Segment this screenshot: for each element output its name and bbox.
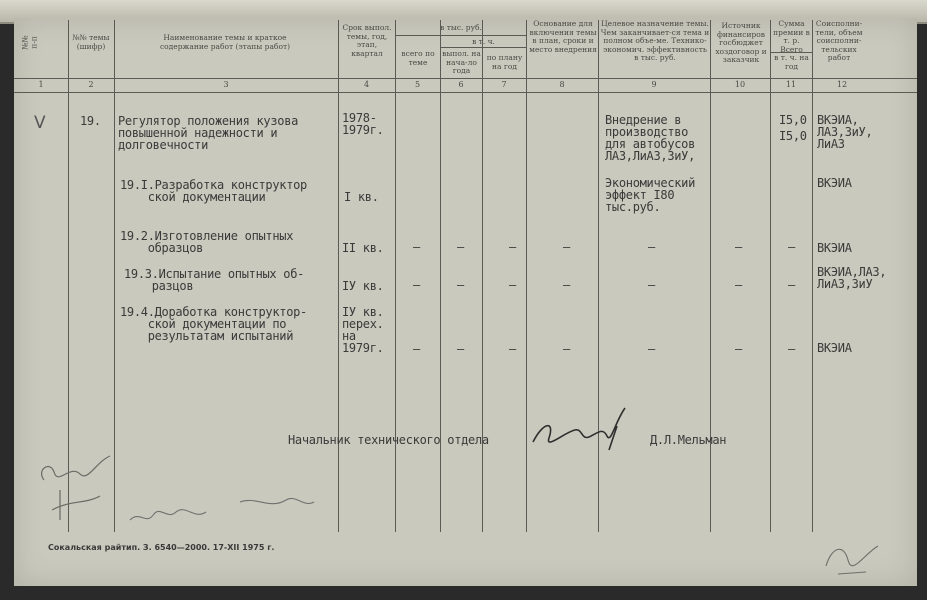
col-number: 2 — [88, 80, 94, 89]
header-line — [14, 78, 917, 79]
dash: – — [788, 342, 796, 356]
main-coexec: ВКЭИА, — [817, 113, 859, 127]
s3-title: разцов — [124, 279, 194, 293]
main-term: 1979г. — [342, 123, 384, 137]
col-line — [338, 20, 339, 532]
col-number: 5 — [414, 80, 421, 89]
header-line — [14, 92, 917, 93]
main-coexec: ЛиАЗ — [817, 137, 845, 151]
dash: – — [735, 342, 743, 356]
margin-scribble — [30, 450, 120, 530]
header-col11b: в т. ч. на год — [774, 53, 809, 71]
col-line — [770, 20, 771, 532]
col-number: 6 — [458, 80, 464, 89]
s2-title: образцов — [120, 241, 204, 255]
s4-term: на — [342, 329, 356, 343]
main-purpose: Внедрение в — [605, 113, 682, 127]
s1-coexec: ВКЭИА — [817, 176, 852, 190]
header-col11: Сумма премии в т. р. Всего — [773, 19, 810, 54]
header-col1: №№ п-п — [20, 35, 38, 50]
header-incl: в т. ч. — [472, 37, 495, 46]
col-number: 3 — [223, 80, 229, 89]
s4-term: IУ кв. — [342, 305, 384, 319]
col-number: 11 — [785, 80, 797, 89]
main-number: 19. — [80, 114, 101, 128]
s4-title: ской документации по — [120, 317, 287, 331]
header-col2: №№ темы (шифр) — [72, 33, 110, 51]
dash: – — [735, 240, 743, 254]
main-purpose: для автобусов — [605, 137, 696, 151]
signature-position: Начальник технического отдела — [288, 433, 489, 447]
s1-title: ской документации — [120, 190, 266, 204]
col-number: 12 — [836, 80, 848, 89]
s1-purpose: эффект I80 — [605, 188, 675, 202]
dash: – — [509, 342, 517, 356]
s4-term: 1979г. — [342, 341, 384, 355]
dash: – — [788, 240, 796, 254]
s4-term: перех. — [342, 317, 384, 331]
col-number: 9 — [651, 80, 657, 89]
s4-coexec: ВКЭИА — [817, 341, 852, 355]
dash: – — [457, 240, 465, 254]
main-purpose: производство — [605, 125, 689, 139]
dash: – — [563, 278, 571, 292]
s1-title: 19.I.Разработка конструктор — [120, 178, 307, 192]
col-line — [395, 20, 396, 532]
header-col8: Основание для включения темы в план, сроки и место внедрения — [529, 19, 597, 54]
header-col5: всего по теме — [401, 49, 435, 67]
main-premium: I5,0 — [779, 113, 807, 127]
header-col4: Срок выпол. темы, год, этап, квартал — [342, 23, 392, 58]
s1-purpose: тыс.руб. — [605, 200, 661, 214]
s1-purpose: Экономический — [605, 176, 696, 190]
main-purpose: ЛАЗ,ЛиАЗ,ЗиУ, — [605, 149, 696, 163]
handwritten-signature — [525, 402, 635, 462]
cost-subline — [395, 35, 526, 36]
s4-title: результатам испытаний — [120, 329, 294, 343]
main-title-line: долговечности — [118, 138, 209, 152]
dash: – — [413, 278, 421, 292]
s2-term: II кв. — [342, 241, 384, 255]
dash: – — [563, 342, 571, 356]
s3-coexec: ВКЭИА,ЛАЗ, — [817, 265, 887, 279]
check-mark: V — [34, 113, 46, 133]
dash: – — [509, 240, 517, 254]
dash: – — [788, 278, 796, 292]
header-col3: Наименование темы и краткое содержание работ (этапы работ) — [159, 33, 291, 51]
main-title-line: Регулятор положения кузова — [118, 114, 299, 128]
s2-title: 19.2.Изготовление опытных — [120, 229, 294, 243]
s3-title: 19.3.Испытание опытных об- — [124, 267, 305, 281]
col-number: 8 — [559, 80, 565, 89]
header-cost: в тыс. руб. — [440, 23, 482, 32]
incl-subline — [440, 47, 526, 48]
col-line — [482, 20, 483, 532]
dash: – — [648, 240, 656, 254]
col-number: 7 — [501, 80, 507, 89]
print-footer: Сокальская райтип. З. 6540—2000. 17-XII 1975 г. — [48, 543, 275, 552]
s1-term: I кв. — [344, 190, 379, 204]
col-line — [812, 20, 813, 532]
header-col12: Соисполни-тели, объем соисполни-тельских работ — [815, 19, 863, 62]
dash: – — [413, 342, 421, 356]
header-col9: Целевое назначение темы. Чем заканчивает-ся тема и полном объе-ме. Технико-экономич. эффективность в тыс. руб. — [600, 19, 710, 62]
bottom-scribble — [120, 490, 320, 540]
dash: – — [413, 240, 421, 254]
dash: – — [457, 278, 465, 292]
dash: – — [735, 278, 743, 292]
corner-scribble — [818, 536, 888, 586]
dash: – — [509, 278, 517, 292]
col-number: 10 — [734, 80, 746, 89]
s2-coexec: ВКЭИА — [817, 241, 852, 255]
s3-term: IУ кв. — [342, 279, 384, 293]
col-line — [710, 20, 711, 532]
main-premium: I5,0 — [779, 129, 807, 143]
s4-title: 19.4.Доработка конструктор- — [120, 305, 307, 319]
main-coexec: ЛАЗ,ЗиУ, — [817, 125, 873, 139]
header-col7: по плану на год — [486, 53, 523, 71]
col-number: 1 — [38, 80, 44, 89]
s3-coexec: ЛиАЗ,ЗиУ — [817, 277, 873, 291]
dash: – — [457, 342, 465, 356]
dash: – — [563, 240, 571, 254]
col-number: 4 — [363, 80, 370, 89]
main-title-line: повышенной надежности и — [118, 126, 278, 140]
signature-name: Д.Л.Мельман — [650, 433, 727, 447]
main-term: 1978- — [342, 111, 377, 125]
col-line — [440, 20, 441, 532]
dash: – — [648, 342, 656, 356]
header-col6: выпол. на нача-ло года — [442, 49, 481, 75]
dash: – — [648, 278, 656, 292]
header-col10: Источник финансиров госбюджет хоздоговор и заказчик — [715, 21, 767, 64]
